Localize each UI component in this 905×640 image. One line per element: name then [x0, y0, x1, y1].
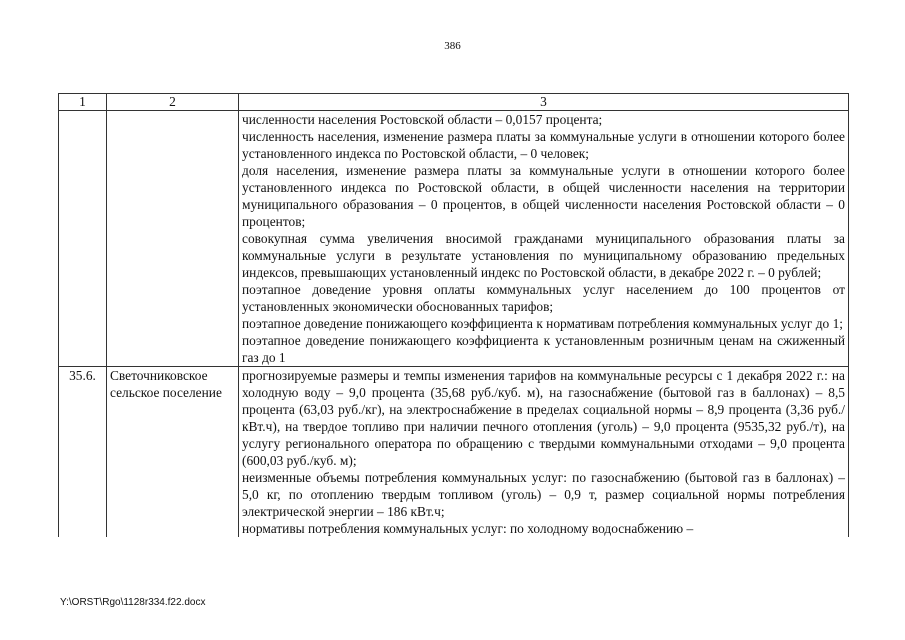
indicator-paragraph: численности населения Ростовской области – 0,0157 процента; [242, 112, 603, 127]
column-header: 2 [107, 94, 239, 111]
indicator-paragraph: доля населения, изменение размера платы за коммунальные услуги в отношении которого более установленного индекса по Ростовской области, в общей численности населения на территории муниципального образования – 0 процентов, в общей численности населения Ростовской области – 0 процентов; [242, 163, 845, 229]
indicator-paragraph: совокупная сумма увеличения вносимой гражданами муниципального образования платы за коммунальные услуги в результате установления по муниципальному образованию предельных индексов, превышающих установленный индекс по Ростовской области, в декабре 2022 г. – 0 рублей; [242, 231, 845, 280]
table-header-row [59, 94, 849, 111]
indicator-paragraph: неизменные объемы потребления коммунальных услуг: по газоснабжению (бытовой газ в баллонах) – 5,0 кг, по отоплению твердым топливом (уголь) – 0,9 т, размер социальной нормы потребления электрической энергии – 186 кВт.ч; [242, 470, 845, 519]
column-header: 3 [239, 94, 849, 111]
municipality-cell [107, 111, 239, 367]
table-row [59, 367, 849, 538]
indicators-cell [239, 111, 849, 367]
document-file-path: Y:\ORST\Rgo\1128r334.f22.docx [60, 597, 206, 608]
indicator-paragraph: прогнозируемые размеры и темпы изменения тарифов на коммунальные ресурсы с 1 декабря 2022 г.: на холодную воду – 9,0 процента (35,68 руб./куб. м), на газоснабжение (бытовой газ в баллонах) – 8,5 процента (63,03 руб./кг), на электроснабжение в пределах социальной нормы – 8,9 процента (3,36 руб./кВт.ч), на твердое топливо при наличии печного отопления (уголь) – 9,0 процента (9535,32 руб./т), на услугу регионального оператора по обращению с твердыми коммунальными отходами – 9,0 процента (600,03 руб./куб. м); [242, 368, 845, 468]
table-row [59, 111, 849, 367]
column-header: 1 [59, 94, 107, 111]
indicator-paragraph: поэтапное доведение понижающего коэффициента к установленным розничным ценам на сжиженный газ до 1 [242, 333, 845, 365]
row-number-cell: 35.6. [59, 367, 107, 538]
indicator-paragraph: поэтапное доведение уровня оплаты коммунальных услуг населением до 100 процентов от установленных экономически обоснованных тарифов; [242, 282, 845, 314]
indicator-paragraph: численность населения, изменение размера платы за коммунальные услуги в отношении которого более установленного индекса по Ростовской области, – 0 человек; [242, 129, 845, 161]
document-table [58, 93, 849, 537]
indicators-cell [239, 367, 849, 538]
indicator-paragraph: поэтапное доведение понижающего коэффициента к нормативам потребления коммунальных услуг до 1; [242, 316, 843, 331]
municipality-cell: Светочниковское сельское поселение [107, 367, 239, 538]
indicator-paragraph: нормативы потребления коммунальных услуг: по холодному водоснабжению – [242, 521, 694, 536]
row-number-cell [59, 111, 107, 367]
page-number: 386 [444, 40, 461, 52]
